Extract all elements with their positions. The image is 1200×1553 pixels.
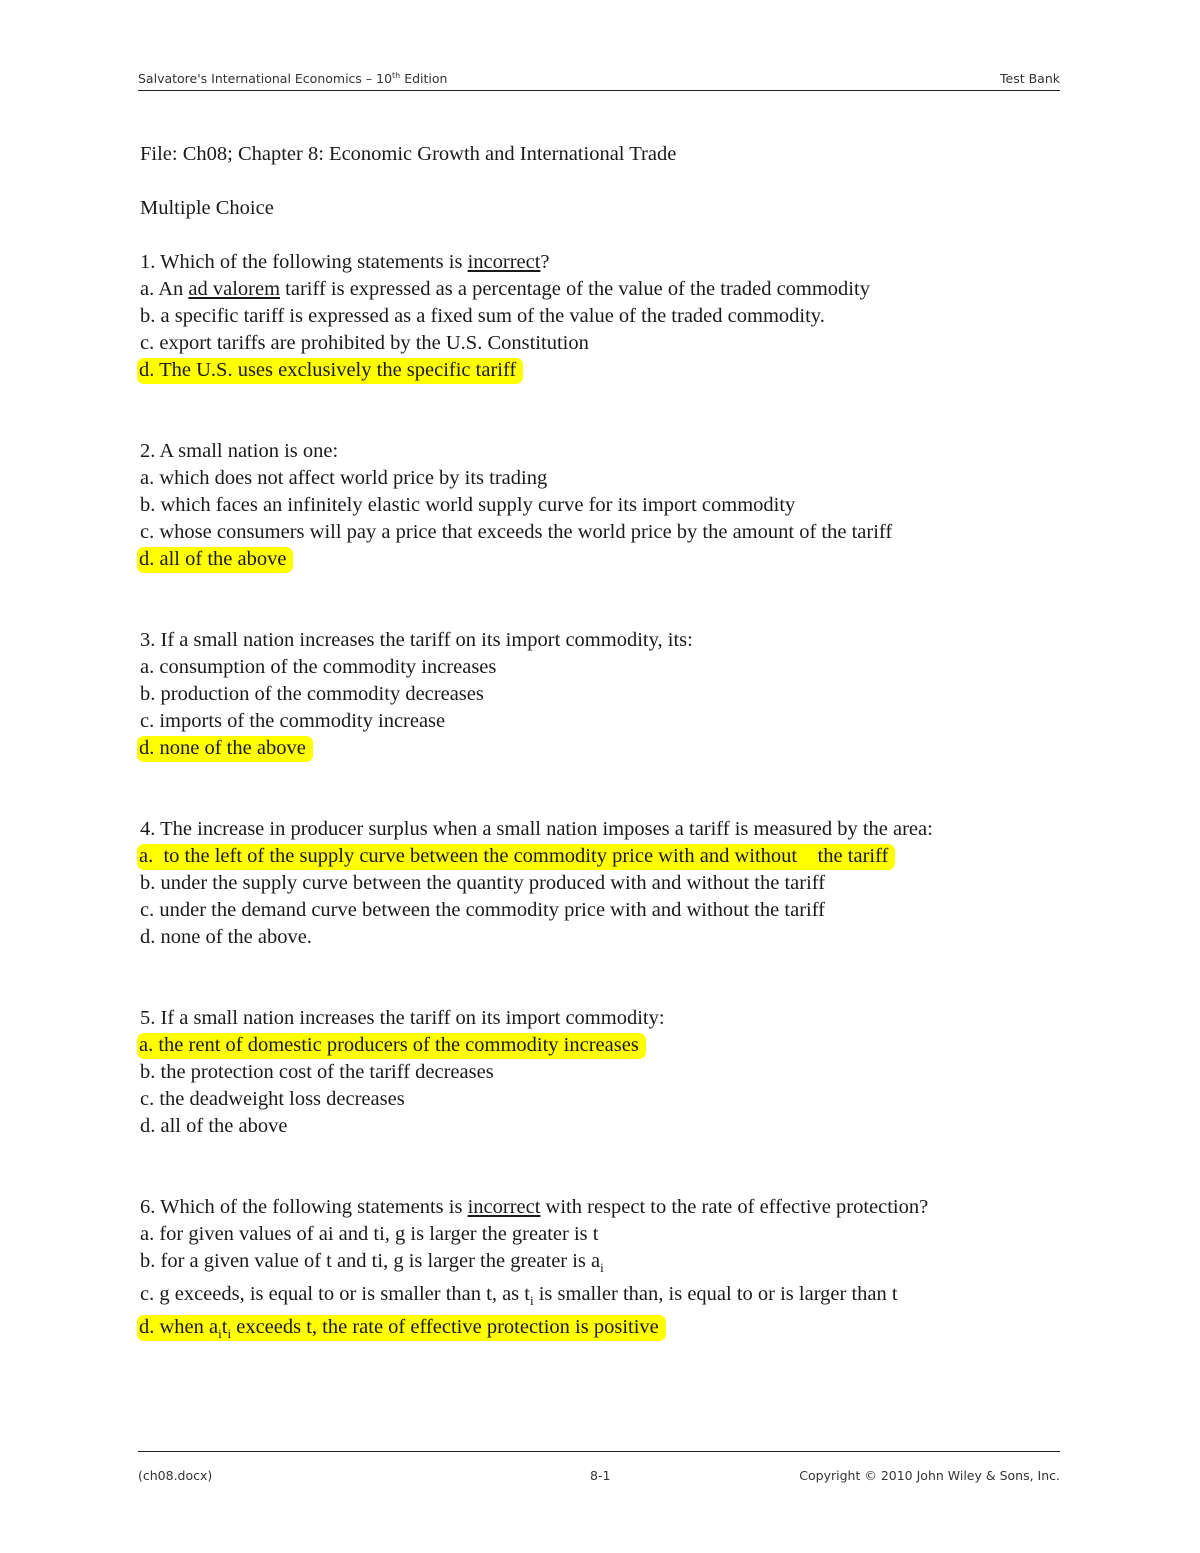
answer-highlight: d. none of the above: [137, 736, 313, 762]
option-c: c. imports of the commodity increase: [140, 710, 446, 732]
option-d: d. all of the above: [140, 1115, 288, 1137]
answer-highlight: d. when $a_it_i$ exceeds t, the rate of effective protection is positive: [137, 1315, 666, 1341]
option-a: a. for given values of ai and ti, g is larger the greater is t: [140, 1223, 599, 1245]
answer-highlight: a. to the left of the supply curve between the commodity price with and without the tariff: [137, 844, 895, 870]
file-title: File: Ch08; Chapter 8: Economic Growth and International Trade: [140, 143, 677, 165]
question-stem: 6. Which of the following statements is incorrect with respect to the rate of effective protection?: [140, 1196, 929, 1218]
option-c: c. whose consumers will pay a price that exceeds the world price by the amount of the tariff: [140, 521, 893, 543]
option-b: b. production of the commodity decreases: [140, 683, 484, 705]
footer-copyright: Copyright © 2010 John Wiley & Sons, Inc.: [799, 1468, 1060, 1483]
option-b: b. the protection cost of the tariff decreases: [140, 1061, 494, 1083]
question-3: [140, 627, 1070, 762]
page-footer: [138, 1451, 1060, 1483]
footer-filename: (ch08.docx): [138, 1468, 213, 1483]
option-b: b. for a given value of t and ti, g is larger the greater is $a_i$: [140, 1250, 604, 1276]
question-5: [140, 1005, 1070, 1140]
header-book-title: Salvatore's International Economics – 10th Edition: [138, 71, 448, 87]
footer-page-number: 8-1: [590, 1468, 611, 1483]
question-stem: 1. Which of the following statements is incorrect?: [140, 251, 550, 273]
question-stem: 4. The increase in producer surplus when a small nation imposes a tariff is measured by the area:: [140, 818, 933, 840]
question-stem: 3. If a small nation increases the tariff on its import commodity, its:: [140, 629, 693, 651]
question-stem: 5. If a small nation increases the tariff on its import commodity:: [140, 1007, 665, 1029]
document-body: [140, 141, 1070, 1401]
option-d-answer: [140, 1314, 1070, 1347]
header-test-bank: Test Bank: [1000, 71, 1060, 86]
answer-highlight: d. The U.S. uses exclusively the specific tariff: [137, 358, 523, 384]
section-heading: Multiple Choice: [140, 197, 274, 219]
option-b: b. under the supply curve between the quantity produced with and without the tariff: [140, 872, 826, 894]
option-c: c. export tariffs are prohibited by the U.S. Constitution: [140, 332, 589, 354]
option-c: c. the deadweight loss decreases: [140, 1088, 405, 1110]
option-b: b. which faces an infinitely elastic world supply curve for its import commodity: [140, 494, 796, 516]
option-d: d. none of the above.: [140, 926, 312, 948]
option-d-answer: [140, 357, 1070, 384]
question-stem: 2. A small nation is one:: [140, 440, 339, 462]
question-2: [140, 438, 1070, 573]
option-d-answer: [140, 735, 1070, 762]
option-a: a. An ad valorem tariff is expressed as a percentage of the value of the traded commodity: [140, 278, 870, 300]
answer-highlight: a. the rent of domestic producers of the commodity increases: [137, 1033, 646, 1059]
option-a-answer: [140, 1032, 1070, 1059]
option-c: c. g exceeds, is equal to or is smaller than t, as $t_i$ is smaller than, is equal to or is larger than t: [140, 1283, 898, 1309]
option-a: a. which does not affect world price by its trading: [140, 467, 548, 489]
question-4: [140, 816, 1070, 951]
answer-highlight: d. all of the above: [137, 547, 293, 573]
question-1: [140, 249, 1070, 384]
page-header: [138, 70, 1060, 91]
option-c: c. under the demand curve between the commodity price with and without the tariff: [140, 899, 826, 921]
option-a: a. consumption of the commodity increases: [140, 656, 497, 678]
option-a-answer: [140, 843, 1070, 870]
question-6: [140, 1194, 1070, 1347]
option-d-answer: [140, 546, 1070, 573]
option-b: b. a specific tariff is expressed as a fixed sum of the value of the traded commodity.: [140, 305, 825, 327]
